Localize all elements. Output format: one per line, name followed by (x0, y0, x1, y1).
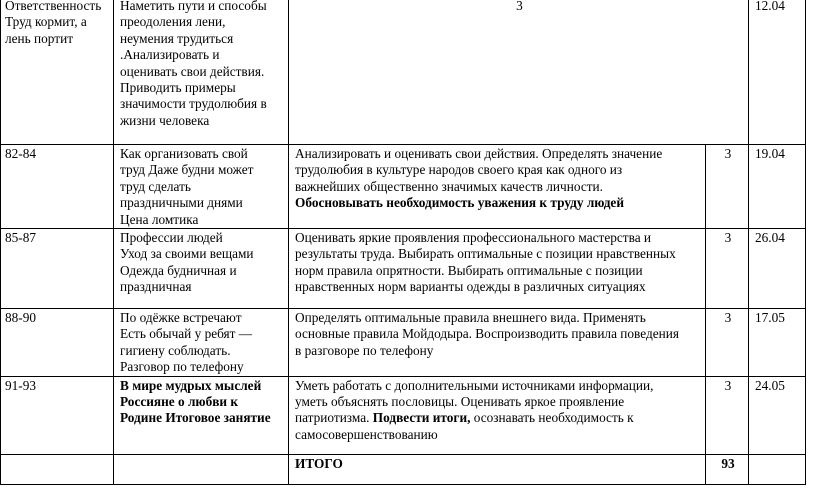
cell-text: гигиену соблюдать. (120, 342, 231, 358)
cell-text: труд Даже будни может (120, 162, 254, 178)
cell-text: Ответственность (5, 0, 102, 13)
row-number-cell (1, 0, 114, 145)
total-row (1, 454, 806, 484)
cell-text: самосовершенствованию (295, 426, 438, 442)
cell-text: .Анализировать и (120, 47, 220, 63)
cell-text: лень портит (5, 30, 74, 46)
cell-text: Труд кормит, а (5, 14, 87, 30)
cell-text: преодоления лени, (120, 14, 226, 30)
cell-text: труд сделать (120, 178, 191, 194)
cell-text: осознавать необходимость к (470, 410, 634, 426)
cell-text: трудолюбия в культуре народов своего края как одного из (295, 162, 623, 178)
hours-cell: 3 (706, 229, 749, 309)
activity-cell (289, 145, 706, 229)
cell-text: Приводить примеры (120, 80, 236, 96)
cell-text-bold: Родине Итоговое занятие (120, 410, 271, 426)
row-number-cell: 82-84 (1, 145, 114, 229)
activity-cell (289, 309, 706, 377)
cell-text: Определять оптимальные правила внешнего вида. Применять (295, 310, 646, 326)
cell-text: праздничными днями (120, 195, 243, 211)
cell-text: Анализировать и оценивать свои действия. Определять значение (295, 146, 663, 161)
date-cell: 12.04 (749, 0, 806, 145)
cell-text: значимости трудолюбия в (120, 96, 267, 112)
activity-cell (289, 229, 706, 309)
cell-text: Есть обычай у ребят — (120, 326, 253, 342)
cell-text: Разговор по телефону (120, 359, 244, 375)
topic-cell (114, 309, 289, 377)
topic-cell (114, 376, 289, 454)
total-value: 93 (706, 454, 749, 484)
cell-text: Одежда будничная и (120, 262, 237, 278)
hours-cell: 3 (706, 309, 749, 377)
cell-text: По одёжке встречают (120, 310, 242, 326)
date-cell: 26.04 (749, 229, 806, 309)
cell-text-mixed (295, 410, 701, 426)
row-number-cell: 88-90 (1, 309, 114, 377)
empty-cell (114, 454, 289, 484)
table-row (1, 229, 806, 309)
cell-text: уметь объяснять пословицы. Оценивать яркое проявление (295, 394, 625, 410)
cell-text: неумения трудиться (120, 30, 234, 46)
cell-text-bold: Россияне о любви к (120, 394, 239, 410)
row-number-cell: 85-87 (1, 229, 114, 309)
date-cell: 17.05 (749, 309, 806, 377)
table-row (1, 309, 806, 377)
cell-text: Профессии людей (120, 230, 223, 246)
hours-cell: 3 (289, 0, 749, 145)
cell-text: важнейших общественно значимых качеств личности. (295, 178, 603, 194)
cell-text: Уход за своими вещами (120, 246, 254, 262)
cell-text: в разговоре по телефону (295, 342, 434, 358)
cell-text: праздничная (120, 279, 192, 295)
cell-text: основные правила Мойдодыра. Воспроизводить правила поведения (295, 326, 679, 342)
hours-cell: 3 (706, 376, 749, 454)
topic-cell (114, 145, 289, 229)
table-row (1, 376, 806, 454)
cell-text: нравственных норм варианты одежды в различных ситуациях (295, 279, 646, 295)
date-cell: 19.04 (749, 145, 806, 229)
total-label: ИТОГО (289, 454, 706, 484)
cell-text: норм правила опрятности. Выбирать оптимальные с позиции (295, 262, 643, 278)
empty-cell (749, 454, 806, 484)
cell-text: Уметь работать с дополнительными источниками информации, (295, 377, 654, 393)
cell-text-bold: Обосновывать необходимость уважения к труду людей (295, 195, 624, 211)
cell-text: оценивать свои действия. (120, 63, 265, 79)
cell-text: Оценивать яркие проявления профессионального мастерства и (295, 230, 652, 246)
hours-cell: 3 (706, 145, 749, 229)
empty-cell (1, 454, 114, 484)
cell-text: патриотизма. (295, 410, 373, 426)
topic-cell (114, 0, 289, 145)
activity-cell (289, 376, 706, 454)
cell-text: Цена ломтика (120, 211, 199, 227)
cell-text-bold: В мире мудрых мыслей (120, 377, 262, 393)
table-row (1, 145, 806, 229)
cell-text: Наметить пути и способы (120, 0, 267, 13)
cell-text-bold: Подвести итоги, (372, 410, 471, 426)
cell-text: результаты труда. Выбирать оптимальные с позиции нравственных (295, 246, 676, 262)
topic-cell (114, 229, 289, 309)
date-cell: 24.05 (749, 376, 806, 454)
row-number-cell: 91-93 (1, 376, 114, 454)
cell-text: жизни человека (120, 112, 210, 128)
table-row (1, 0, 806, 145)
cell-text: Как организовать свой (120, 146, 248, 161)
